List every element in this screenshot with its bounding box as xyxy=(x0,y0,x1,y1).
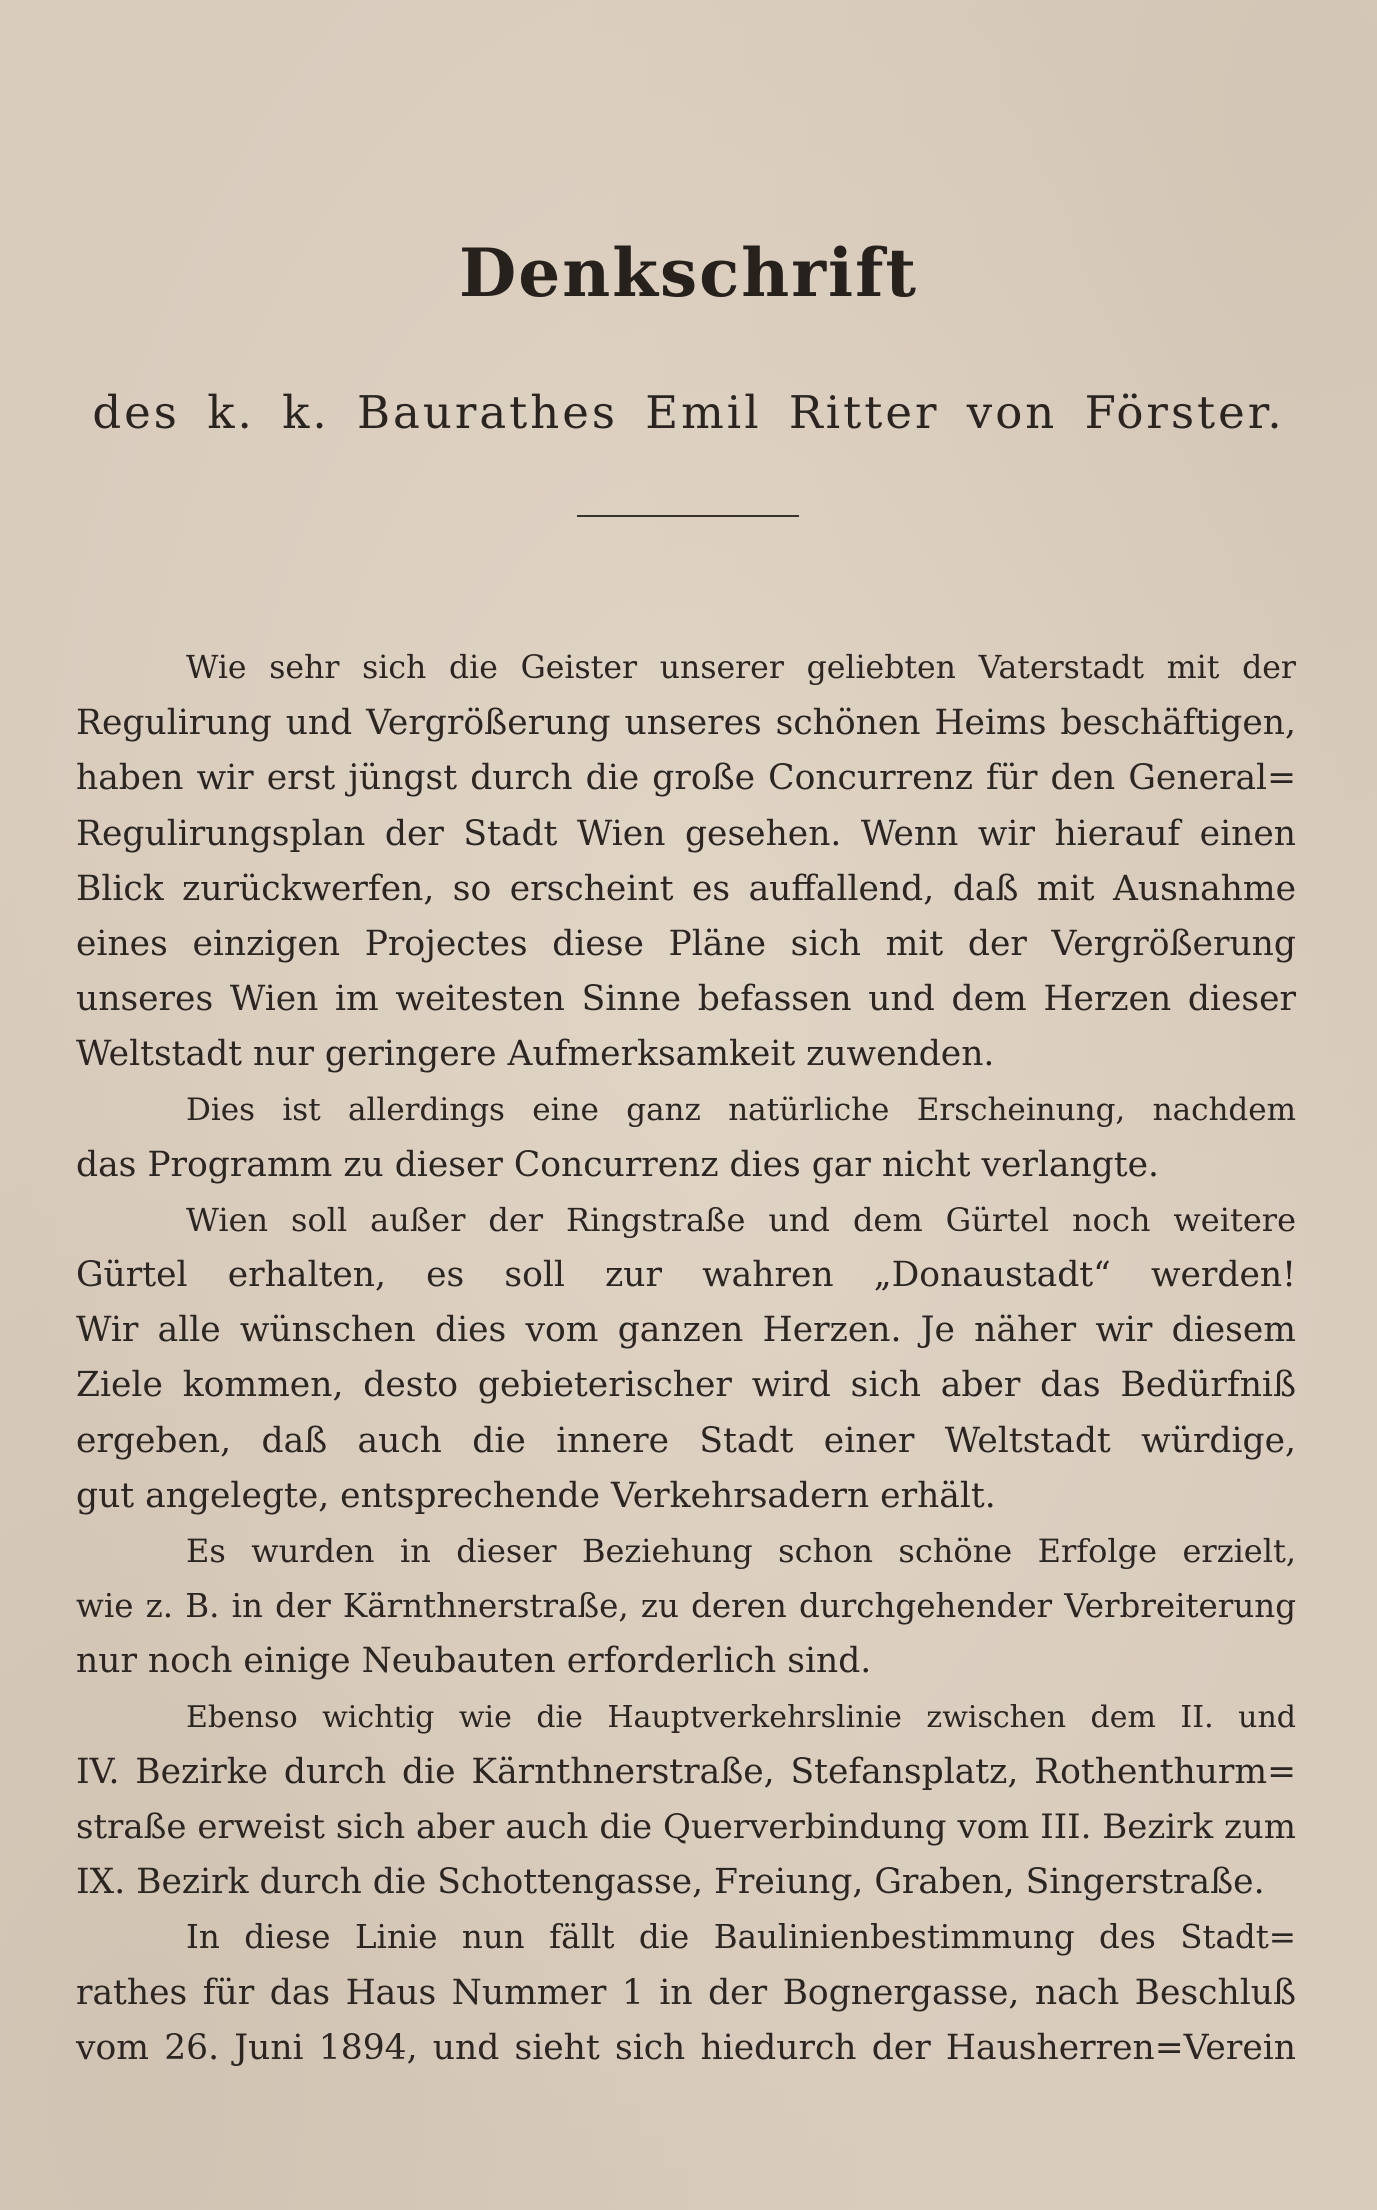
text-line: gut angelegte, entsprechende Verkehrsadern erhält. xyxy=(76,1475,996,1516)
text-line: Wie sehr sich die Geister unserer geliebten Vaterstadt mit der xyxy=(186,650,1296,686)
text-line: vom 26. Juni 1894, und sieht sich hiedurch der Hausherren=Verein xyxy=(76,2027,1296,2068)
text-line: In diese Linie nun fällt die Baulinienbestimmung des Stadt= xyxy=(186,1918,1296,1957)
text-line: Blick zurückwerfen, so erscheint es auffallend, daß mit Ausnahme xyxy=(76,868,1296,909)
text-line: IX. Bezirk durch die Schottengasse, Freiung, Graben, Singerstraße. xyxy=(76,1862,1265,1903)
text-line: Gürtel erhalten, es soll zur wahren „Donaustadt“ werden! xyxy=(76,1255,1296,1296)
text-line: nur noch einige Neubauten erforderlich sind. xyxy=(76,1641,872,1682)
text-line: unseres Wien im weitesten Sinne befassen und dem Herzen dieser xyxy=(76,979,1296,1020)
text-line: IV. Bezirke durch die Kärnthnerstraße, Stefansplatz, Rothenthurm= xyxy=(76,1751,1296,1792)
text-line: haben wir erst jüngst durch die große Concurrenz für den General= xyxy=(76,758,1296,799)
text-line: das Programm zu dieser Concurrenz dies gar nicht verlangte. xyxy=(76,1144,1160,1185)
text-line: Ebenso wichtig wie die Hauptverkehrslinie zwischen dem II. und xyxy=(186,1699,1296,1735)
text-line: wie z. B. in der Kärnthnerstraße, zu deren durchgehender Verbreiterung xyxy=(76,1587,1296,1626)
text-line: Ziele kommen, desto gebieterischer wird sich aber das Bedürfniß xyxy=(76,1365,1296,1406)
body-text xyxy=(76,641,1296,2076)
title-divider xyxy=(577,515,799,517)
text-line: Es wurden in dieser Beziehung schon schöne Erfolge erzielt, xyxy=(186,1532,1296,1570)
text-line: Wien soll außer der Ringstraße und dem Gürtel noch weitere xyxy=(186,1200,1296,1239)
text-line: straße erweist sich aber auch die Querverbindung vom III. Bezirk zum xyxy=(76,1806,1296,1847)
text-line: Regulirung und Vergrößerung unseres schönen Heims beschäftigen, xyxy=(76,703,1296,744)
text-line: ergeben, daß auch die innere Stadt einer Weltstadt würdige, xyxy=(76,1420,1296,1461)
page-title: Denkschrift xyxy=(459,234,918,312)
text-line: Weltstadt nur geringere Aufmerksamkeit zuwenden. xyxy=(76,1034,995,1075)
text-line: eines einzigen Projectes diese Pläne sich mit der Vergrößerung xyxy=(76,923,1296,964)
text-line: Dies ist allerdings eine ganz natürliche Erscheinung, nachdem xyxy=(186,1091,1296,1128)
text-line: rathes für das Haus Nummer 1 in der Bognergasse, nach Beschluß xyxy=(76,1972,1296,2013)
text-line: Regulirungsplan der Stadt Wien gesehen. Wenn wir hierauf einen xyxy=(76,813,1296,854)
page-subtitle: des k. k. Baurathes Emil Ritter von Förster. xyxy=(92,386,1285,439)
text-line: Wir alle wünschen dies vom ganzen Herzen. Je näher wir diesem xyxy=(76,1310,1296,1351)
